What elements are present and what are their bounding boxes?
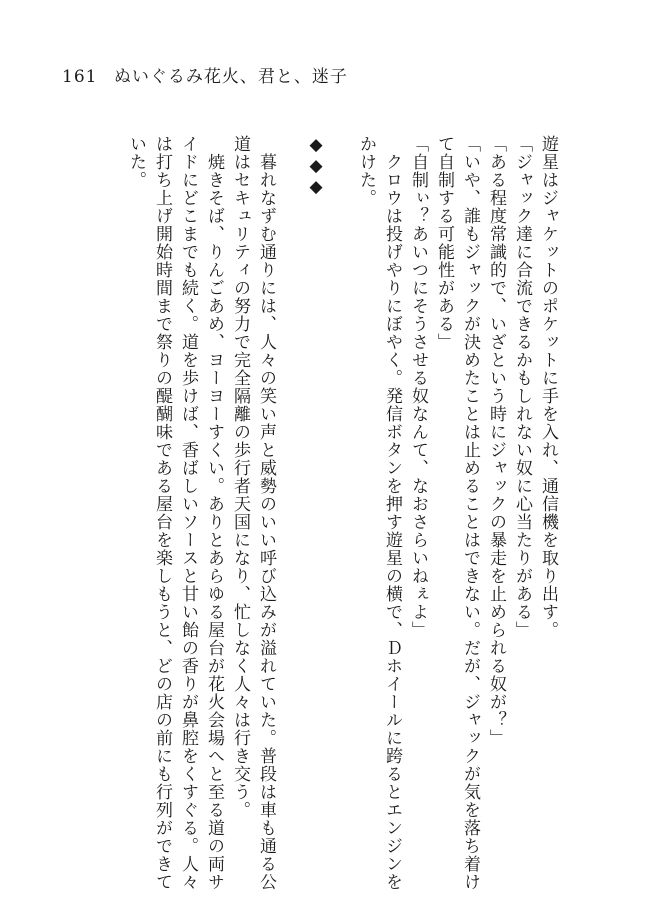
- text-line: かけた。: [356, 135, 376, 207]
- chapter-title: ぬいぐるみ花火、君と、迷子: [113, 67, 348, 87]
- text-line: イドにどこまでも続く。道を歩けば、香ばしいソースと甘い飴の香りが鼻腔をくすぐる。人々: [178, 135, 198, 891]
- page-number: 161: [62, 67, 98, 87]
- text-line: 焼きそば、りんごあめ、ヨーヨーすくい。ありとあらゆる屋台が花火会場へと至る道の両サ: [204, 135, 224, 891]
- text-line: クロウは投げやりにぼやく。発信ボタンを押す遊星の横で、Ｄホイールに跨るとエンジンを: [382, 135, 402, 891]
- text-line: 遊星はジャケットのポケットに手を入れ、通信機を取り出す。: [538, 135, 558, 639]
- text-line: て自制する可能性がある」: [434, 135, 454, 351]
- scene-break: ◆◆◆: [306, 135, 326, 198]
- body-text: [123, 135, 561, 891]
- text-line: は打ち上げ開始時間まで祭りの醍醐味である屋台を楽しもうと、どの店の前にも行列ができて: [152, 135, 172, 891]
- text-line: 道はセキュリティの努力で完全隔離の歩行者天国になり、忙しなく人々は行き交う。: [230, 135, 250, 819]
- running-header: [62, 62, 348, 87]
- text-line: 「ジャック達に合流できるかもしれない奴に心当たりがある」: [512, 135, 532, 639]
- text-line: 「いや、誰もジャックが決めたことは止めることはできない。だが、ジャックが気を落ち着け: [460, 135, 480, 891]
- text-line: 「自制ぃ？あいつにそうさせる奴なんて、なおさらいねぇよ」: [408, 135, 428, 639]
- blank-line: [279, 135, 303, 855]
- text-line: 暮れなずむ通りには、人々の笑い声と威勢のいい呼び込みが溢れていた。普段は車も通る公: [256, 135, 276, 891]
- blank-line: [329, 135, 353, 855]
- text-line: いた。: [126, 135, 146, 189]
- text-line: 「ある程度常識的で、いざという時にジャックの暴走を止められる奴が？」: [486, 135, 506, 747]
